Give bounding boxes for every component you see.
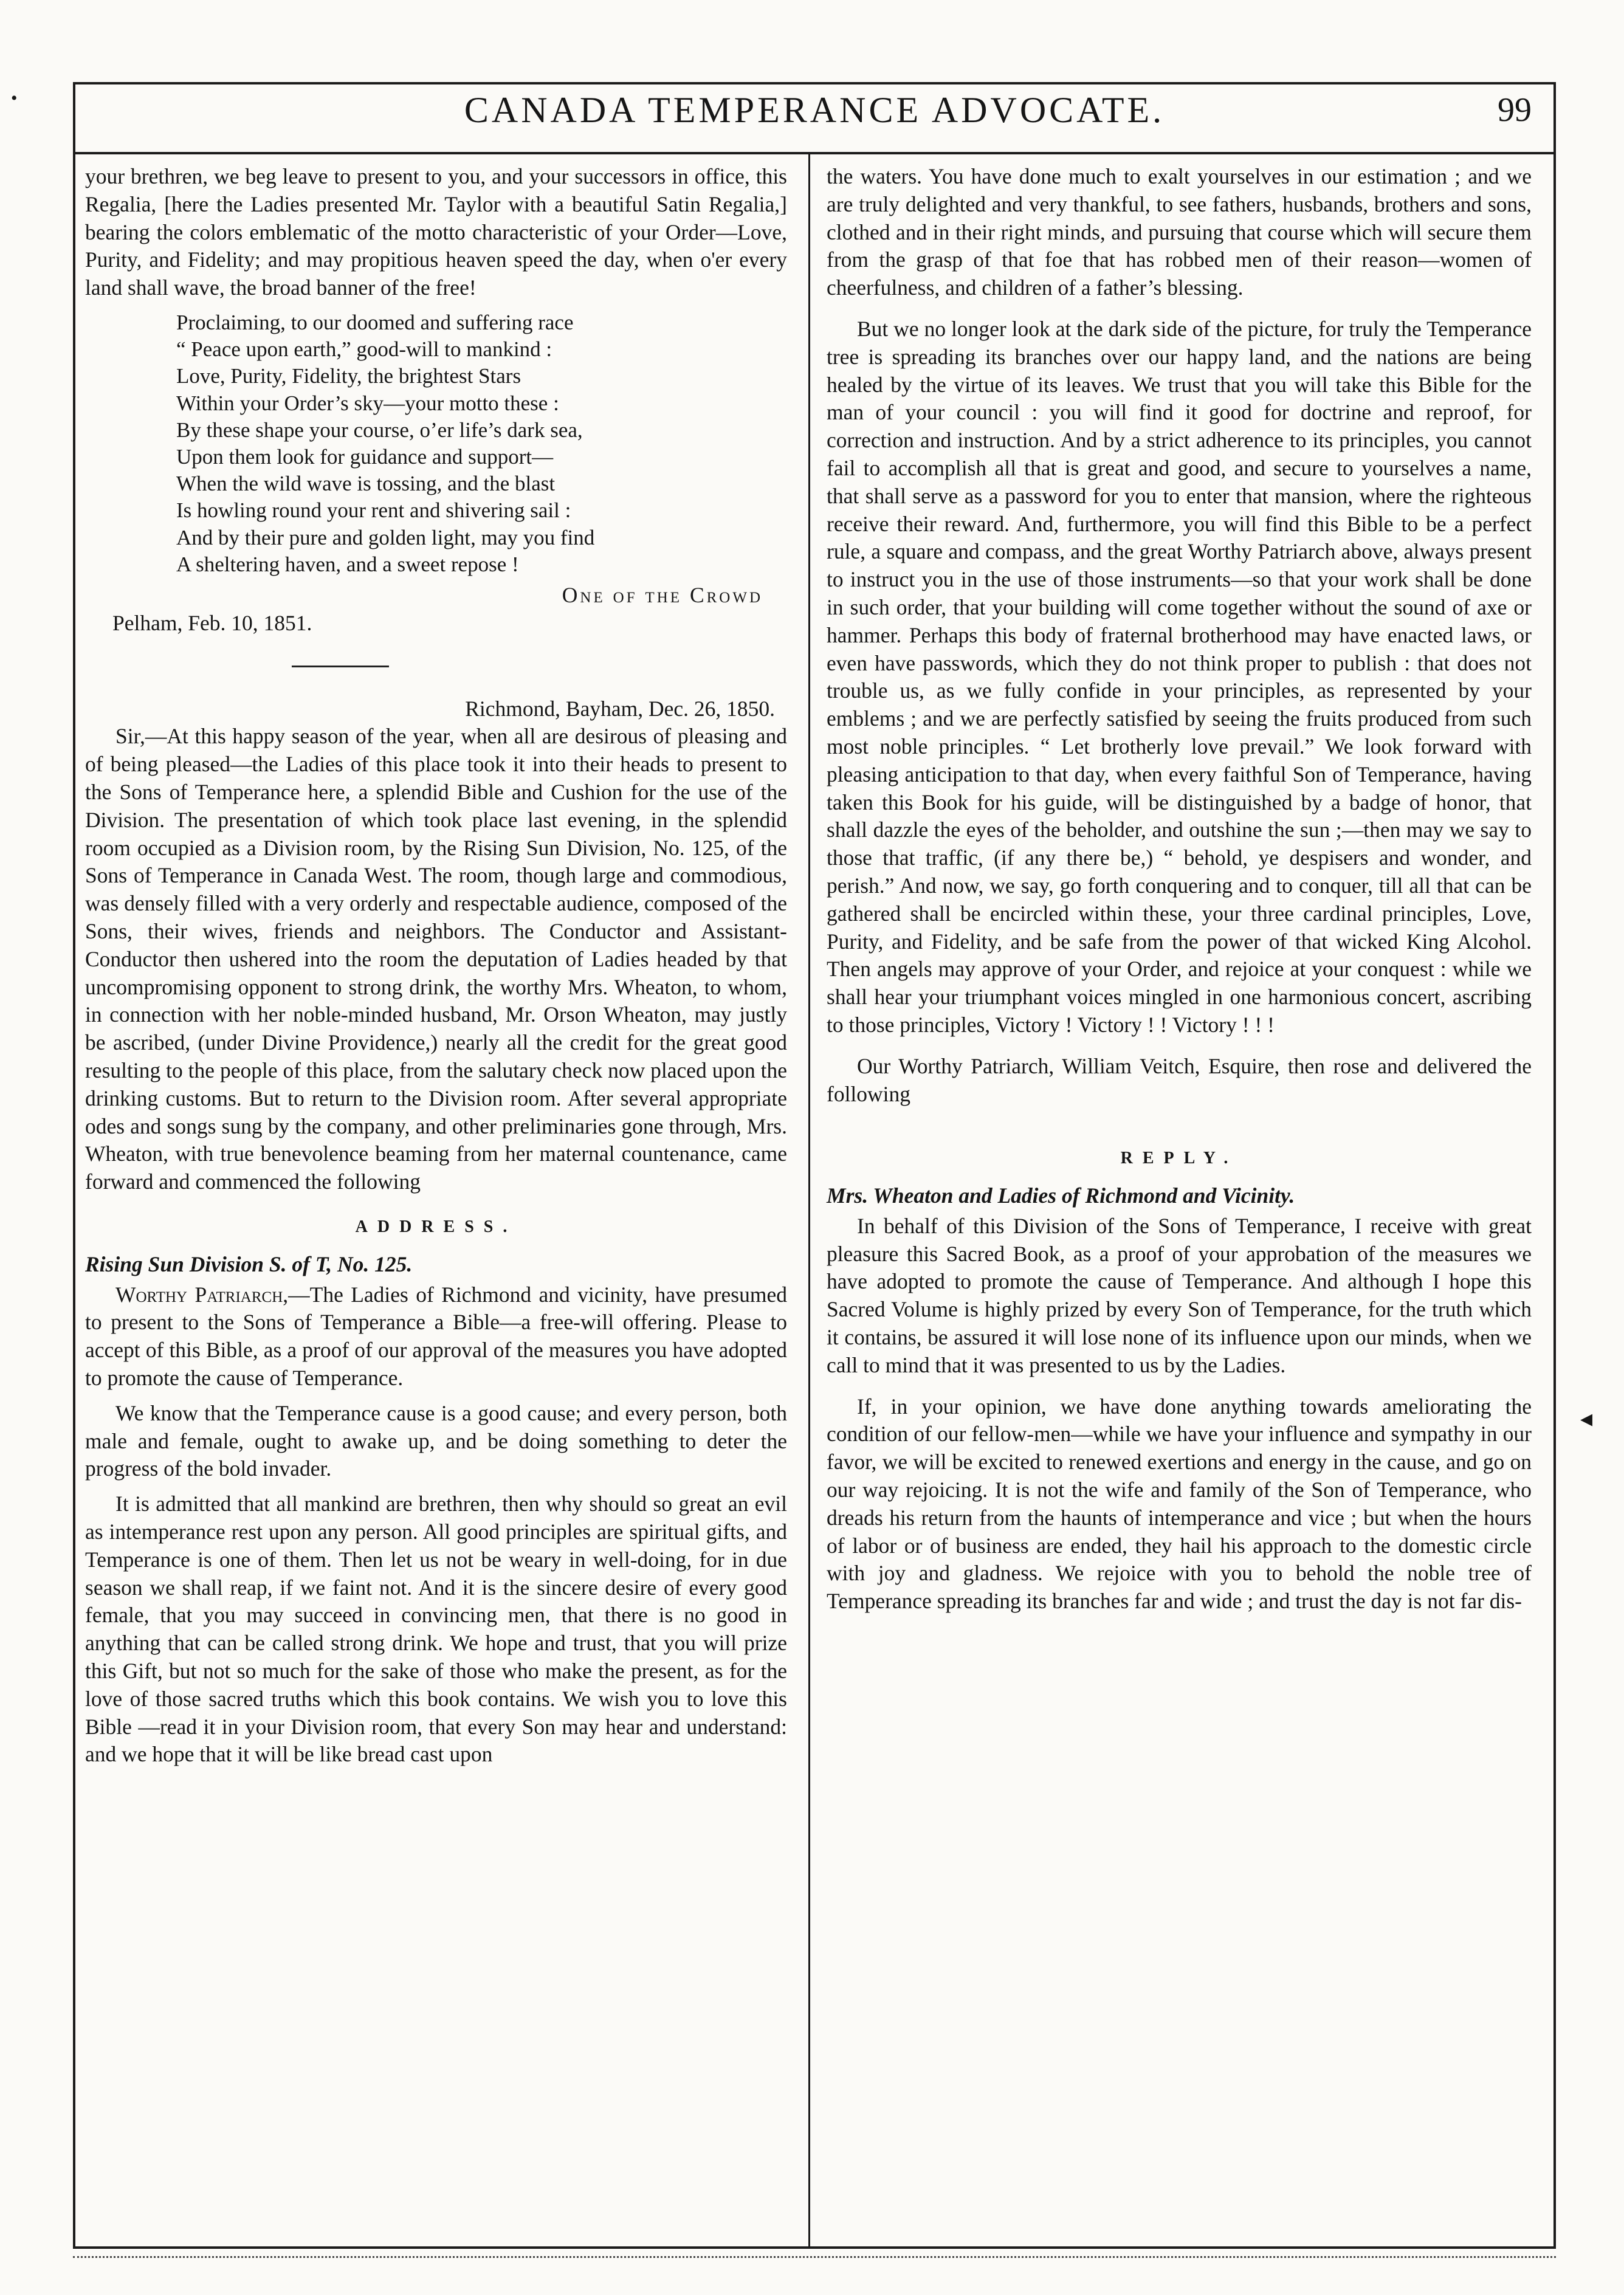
address-paragraph: It is admitted that all mankind are brethren, then why should so great an evil as intemperance rest upon any person. All good principles are spiritual gifts, and Temperance is one of them. Then let us not be weary in well-doing, for in due season we shall reap, if we faint not. And it is the sincere desire of every good female, that you may succeed in convincing men, that there is no good in anything that can be called strong drink. We hope and trust, that you will prize this Gift, but not so much for the sake of those who make the present, as for the love of those sacred truths which this book contains. We wish you to love this Bible —read it in your Division room, that every Son may hear and understand: and we hope that it will be like bread cast upon — [85, 1492, 787, 1767]
right-column — [827, 163, 1532, 1615]
signature: One of the Crowd — [562, 583, 763, 608]
poem-line: Upon them look for guidance and support— — [176, 445, 554, 469]
poem-line: By these shape your course, o’er life’s dark sea, — [176, 418, 583, 442]
letter-dateline: Richmond, Bayham, Dec. 26, 1850. — [465, 696, 775, 721]
address-paragraph — [85, 1281, 787, 1392]
reply-subhead: Mrs. Wheaton and Ladies of Richmond and Vicinity. — [827, 1183, 1295, 1208]
page-title: CANADA TEMPERANCE ADVOCATE. — [464, 90, 1165, 130]
poem-line: Within your Order’s sky—your motto these : — [176, 391, 559, 415]
address-subhead: Rising Sun Division S. of T, No. 125. — [85, 1251, 413, 1276]
address-heading: ADDRESS. — [355, 1217, 517, 1236]
margin-arrow-mark: ◂ — [1580, 1405, 1593, 1432]
dateline: Pelham, Feb. 10, 1851. — [112, 610, 312, 635]
margin-mark: • — [11, 88, 18, 108]
left-column — [85, 163, 787, 1769]
address-continued: But we no longer look at the dark side of the picture, for truly the Temperance tree is spreading its branches over our happy land, and the nations are being healed by the virtue of its leaves. We trust that you will take this Bible for the man of your council : you will find it good for doctrine and reproof, for correction and instruction. And by a strict adherence to its principles, you cannot fail to accomplish all that is great and good, and secure to yourselves a name, that shall serve as a password for you to enter that mansion, where the righteous receive their reward. And, furthermore, you will find this Bible to be a perfect rule, a square and compass, and the great Worthy Patriarch above, always present to instruct you in the use of those instruments—so that your work shall be done in such order, that your building will come together without the sound of axe or hammer. Perhaps this body of fraternal brotherhood may have enacted laws, or even have passwords, which they do not think proper to publish : that does not trouble us, as we fully confide in your principles, as represented by your emblems ; and we are perfectly satisfied by seeing the fruits produced from such most noble principles. “ Let brotherly love prevail.” We look forward with pleasing anticipation to that day, when every faithful Son of Temperance, having taken this Book for his guide, will be distinguished by a badge of honor, that shall dazzle the eyes of the beholder, and outshine the sun ;—then may we say to those that traffic, (if any there be,) “ behold, ye despisers and wonder, and perish.” And now, we say, go forth conquering and to conquer, till all that can be gathered shall be encircled within these, your three cardinal principles, Love, Purity, and Fidelity, and be safe from the power of that wicked King Alcohol. Then angels may approve of your Order, and rejoice at your conquest : while we shall hear your triumphant voices mingled in one harmonious concert, ascribing to those principles, Victory ! Victory ! ! Victory ! ! ! — [827, 316, 1532, 1037]
poem-line: “ Peace upon earth,” good-will to mankind : — [176, 337, 552, 362]
reply-heading: REPLY. — [1120, 1149, 1238, 1168]
salutation: Worthy Patriarch, — [115, 1282, 289, 1307]
header-rule — [73, 152, 1556, 154]
address-paragraph: We know that the Temperance cause is a good cause; and every person, both male and female, ought to awake up, and be doing something to deter the progress of the bold invader. — [85, 1400, 787, 1481]
intro-paragraph: your brethren, we beg leave to present to you, and your successors in office, this Regalia, [here the Ladies presented Mr. Taylor with a beautiful Satin Regalia,] bearing the colors emblematic of the motto characteristic of your Order—Love, Purity, and Fidelity; and may propitious heaven speed the day, when o'er every land shall wave, the broad banner of the free! — [85, 164, 787, 300]
poem-line: Love, Purity, Fidelity, the brightest Stars — [176, 364, 521, 388]
poem-line: When the wild wave is tossing, and the blast — [176, 472, 556, 496]
transition-paragraph: Our Worthy Patriarch, William Veitch, Esquire, then rose and delivered the following — [827, 1053, 1532, 1106]
column-divider — [808, 152, 810, 2249]
poem-line: Proclaiming, to our doomed and suffering race — [176, 310, 574, 334]
address-continued: the waters. You have done much to exalt yourselves in our estimation ; and we are truly delighted and very thankful, to see fathers, husbands, brothers and sons, clothed and in their right minds, and pursuing that course which will secure them from the grasp of that foe that has robbed men of their reason—women of cheerfulness, and children of a father’s blessing. — [827, 164, 1532, 300]
letter-body: Sir,—At this happy season of the year, when all are desirous of pleasing and of being pleased—the Ladies of this place took it into their heads to present to the Sons of Temperance here, a splendid Bible and Cushion for the use of the Division. The presentation of which took place last evening, in the splendid room occupied as a Division room, by the Rising Sun Division, No. 125, of the Sons of Temperance in Canada West. The room, though large and commodious, was densely filled with a very orderly and respectable audience, composed of the Sons, their wives, friends and neighbors. The Conductor and Assistant-Conductor then ushered into the room the deputation of Ladies headed by that uncompromising opponent to strong drink, the worthy Mrs. Wheaton, to whom, in connection with her noble-minded husband, Mr. Orson Wheaton, may justly be ascribed, (under Divine Providence,) nearly all the credit for the great good resulting to the people of this place, from the salutary check now placed upon the drinking customs. But to return to the Division room. After several appropriate odes and songs sung by the company, and other preliminaries gone through, Mrs. Wheaton, with true benevolence beaming from her maternal countenance, came forward and commenced the following — [85, 724, 787, 1194]
reply-paragraph: In behalf of this Division of the Sons of Temperance, I receive with great pleasure this Sacred Book, as a proof of your approbation of the measures we have adopted to promote the cause of Temperance. And although I hope this Sacred Volume is highly prized by every Son of Temperance, for the truth which it contains, be assured it will lose none of its influence upon our minds, when we call to mind that it was presented to us by the Ladies. — [827, 1213, 1532, 1377]
bottom-rule — [73, 2256, 1556, 2258]
section-divider — [292, 666, 389, 667]
poem — [176, 309, 787, 578]
address-paragraph-text: —The Ladies of Richmond and vicinity, have presumed to present to the Sons of Temperance a Bible—a free-will offering. Please to accept of this Bible, as a proof of our approval of the measures you have adopted to promote the cause of Temperance. — [85, 1282, 787, 1390]
page-number: 99 — [1498, 91, 1532, 129]
poem-line: A sheltering haven, and a sweet repose ! — [176, 552, 519, 576]
poem-line: And by their pure and golden light, may you find — [176, 525, 595, 549]
poem-line: Is howling round your rent and shivering sail : — [176, 498, 571, 523]
reply-paragraph: If, in your opinion, we have done anything towards ameliorating the condition of our fellow-men—while we have your influence and sympathy in our favor, we will be excited to renewed exertions and energy in the cause, and go on our way rejoicing. It is not the wife and family of the Son of Temperance, who dreads his return from the haunts of intemperance and vice ; but when the hours of labor or of business are ended, they hail his approach to the domestic circle with joy and gladness. We rejoice with you to behold the noble tree of Temperance spreading its branches far and wide ; and trust the day is not far dis- — [827, 1394, 1532, 1614]
